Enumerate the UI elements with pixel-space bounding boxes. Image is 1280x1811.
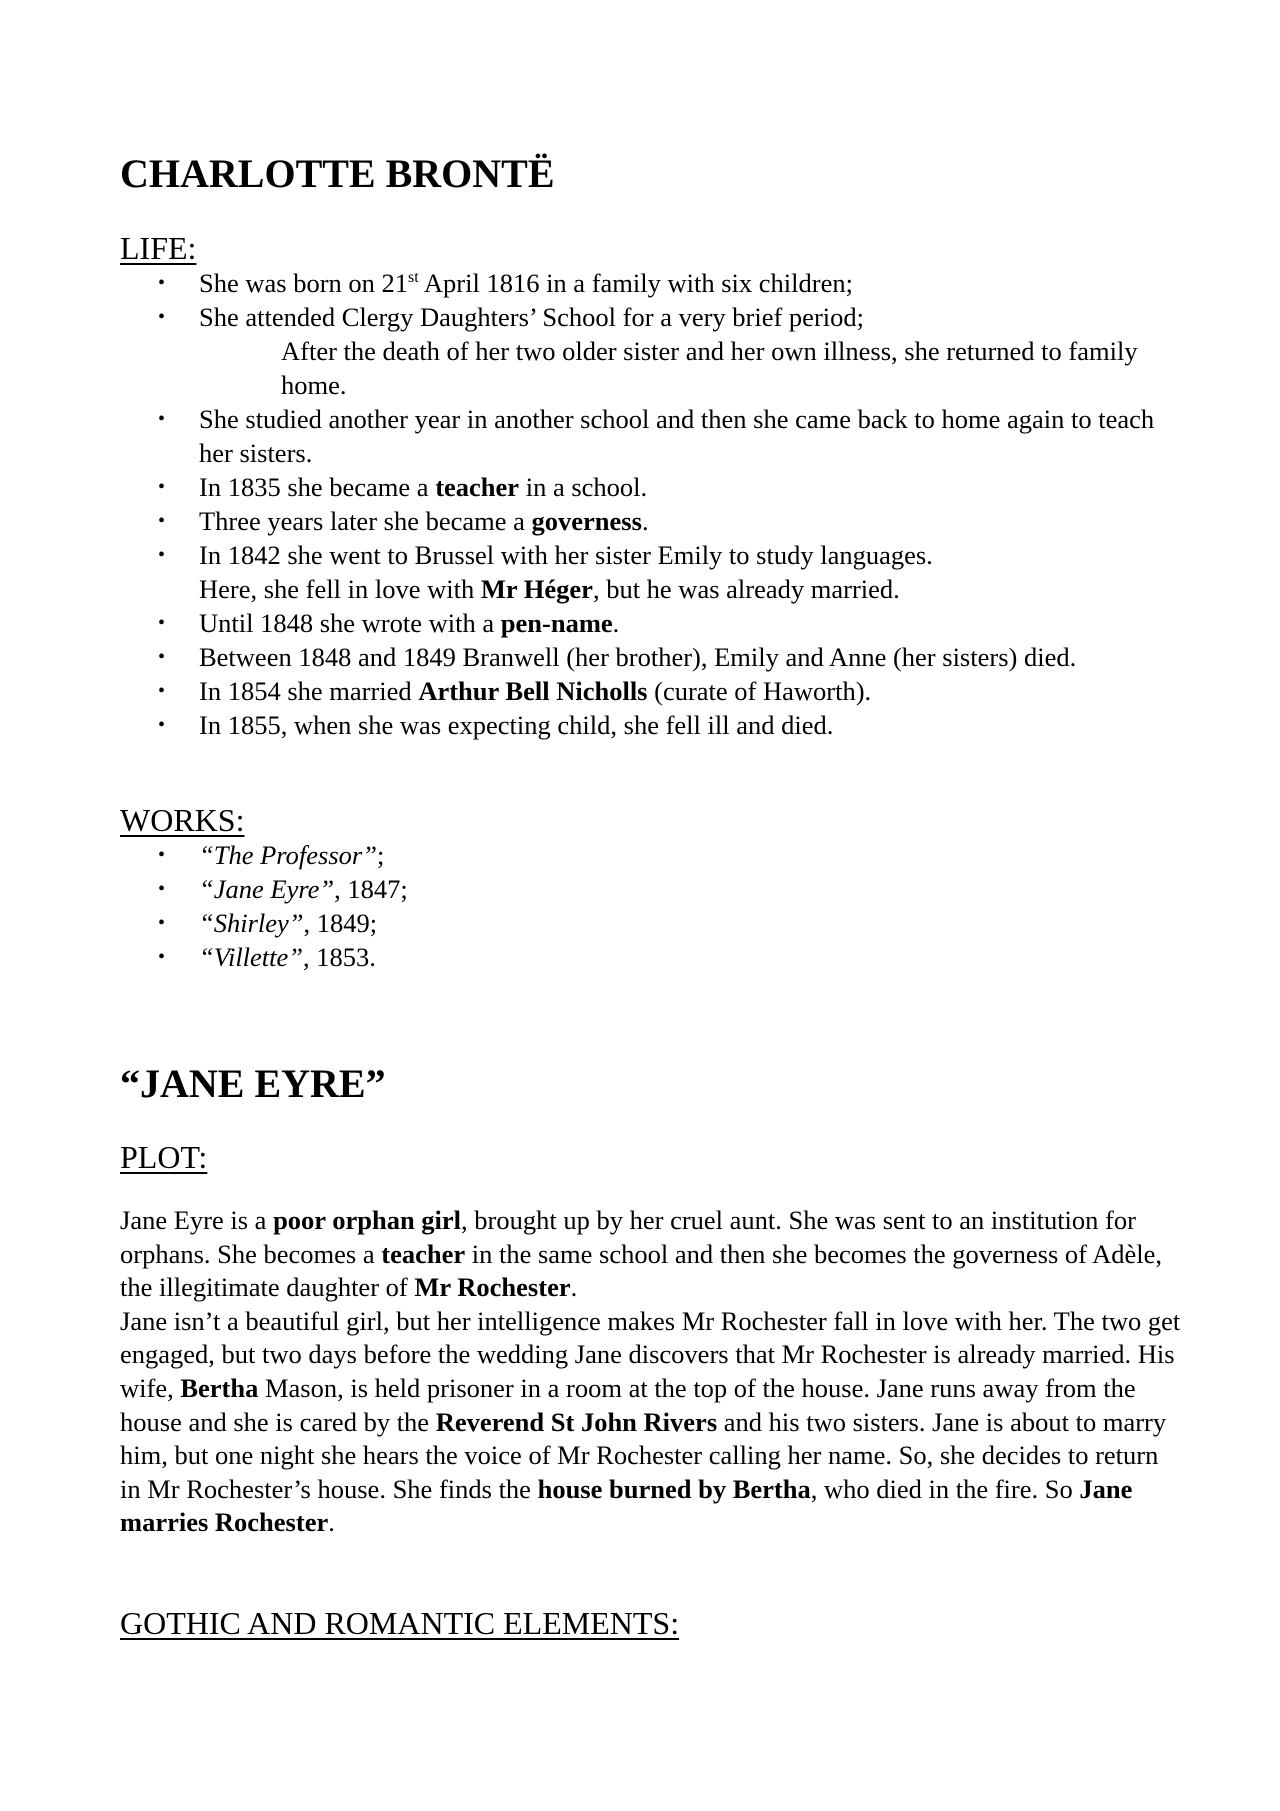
life-item: • She was born on 21st April 1816 in a family with six children; — [120, 266, 1170, 300]
jane-eyre-title: “JANE EYRE” — [120, 1061, 386, 1106]
plot-paragraph: Jane isn’t a beautiful girl, but her intelligence makes Mr Rochester fall in love with her. The two get engaged, but two days before the wedding Jane discovers that Mr Rochester is already married. His wife, Bertha Mason, is held prisoner in a room at the top of the house. Jane runs away from the house and she is cared by the Reverend St John Rivers and his two sisters. Jane is about to marry him, but one night she hears the voice of Mr Rochester calling her name. So, she decides to return in Mr Rochester’s house. She finds the house burned by Bertha, who died in the fire. So Jane marries Rochester. — [120, 1305, 1181, 1538]
works-item: • “The Professor”; — [120, 838, 1170, 872]
life-heading: LIFE: — [120, 230, 197, 266]
bronte-title: CHARLOTTE BRONTË — [120, 151, 555, 196]
works-item: • “Jane Eyre”, 1847; — [120, 872, 1170, 906]
life-item: • She studied another year in another school and then she came back to home again to teach her sisters. — [120, 402, 1170, 470]
life-item: • Between 1848 and 1849 Branwell (her brother), Emily and Anne (her sisters) died. — [120, 640, 1170, 674]
life-item-subtext: After the death of her two older sister and her own illness, she returned to family home. — [281, 336, 1138, 400]
works-heading: WORKS: — [120, 802, 245, 838]
life-item: • In 1842 she went to Brussel with her sister Emily to study languages. Here, she fell in love with Mr Héger, but he was already married. — [120, 538, 1170, 606]
plot-heading: PLOT: — [120, 1139, 208, 1175]
life-item: • Three years later she became a governess. — [120, 504, 1170, 538]
works-list — [120, 838, 1170, 974]
life-list — [120, 266, 1170, 742]
plot-paragraph: Jane Eyre is a poor orphan girl, brought up by her cruel aunt. She was sent to an institution for orphans. She becomes a teacher in the same school and then she becomes the governess of Adèle, the illegitimate daughter of Mr Rochester. — [120, 1205, 1163, 1303]
life-item: • In 1854 she married Arthur Bell Nicholls (curate of Haworth). — [120, 674, 1170, 708]
plot-text — [120, 1204, 1185, 1540]
works-item: • “Shirley”, 1849; — [120, 906, 1170, 940]
life-item: • In 1835 she became a teacher in a school. — [120, 470, 1170, 504]
works-item: • “Villette”, 1853. — [120, 940, 1170, 974]
gothic-heading: GOTHIC AND ROMANTIC ELEMENTS: — [120, 1605, 680, 1641]
life-item: • Until 1848 she wrote with a pen-name. — [120, 606, 1170, 640]
life-item: • In 1855, when she was expecting child, she fell ill and died. — [120, 708, 1170, 742]
life-item: • She attended Clergy Daughters’ School for a very brief period; After the death of her two older sister and her own illness, she returned to family home. — [120, 300, 1170, 402]
